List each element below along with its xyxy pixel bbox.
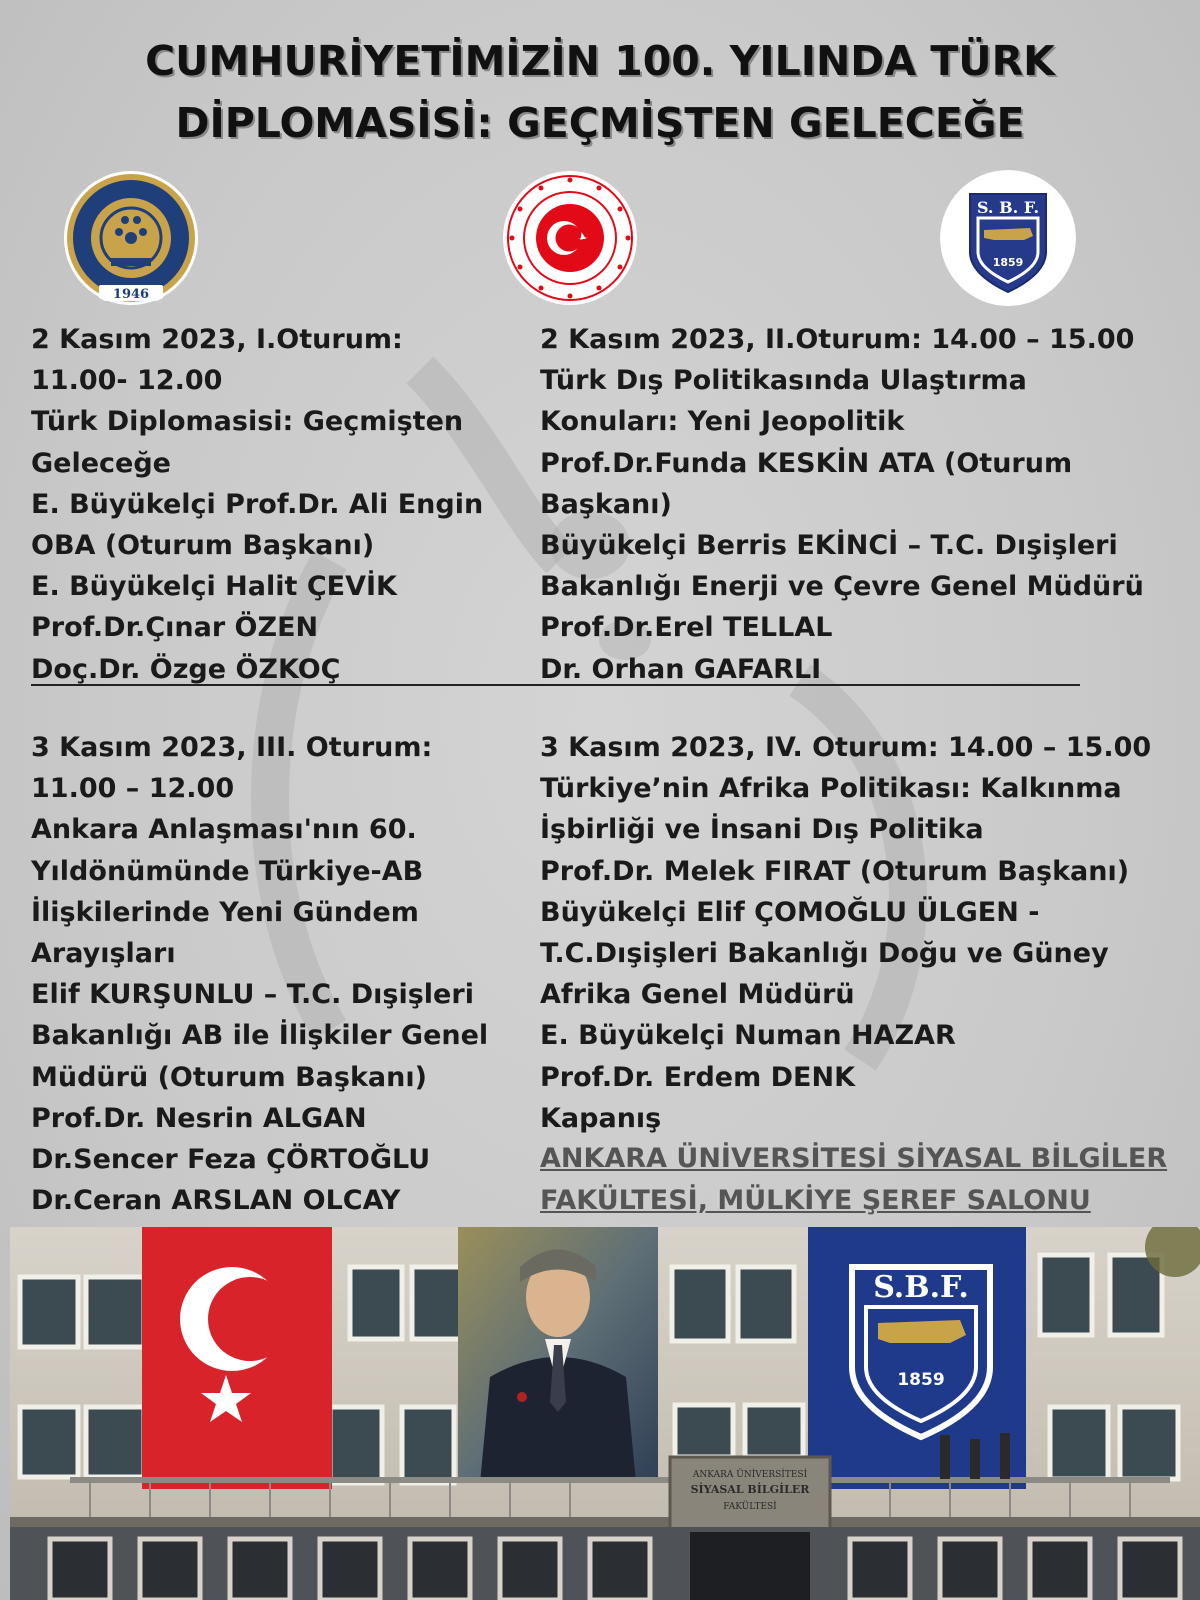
session-2-line: Dr. Orhan GAFARLI [540,653,822,685]
session-3-line: Prof.Dr. Nesrin ALGAN [31,1102,367,1134]
session-4-line: Kapanış [540,1102,662,1134]
session-4-line: T.C.Dışişleri Bakanlığı Doğu ve Güney [540,938,1109,970]
title-line-1: CUMHURİYETİMİZİN 100. YILINDA TÜRK [145,37,1055,85]
sbf-logo [940,170,1076,306]
session-2-line: Prof.Dr.Erel TELLAL [540,612,833,644]
ankara-university-logo [63,170,199,306]
session-3-line: Yıldönümünde Türkiye-AB [31,855,424,887]
session-4-line: E. Büyükelçi Numan HAZAR [540,1020,956,1052]
session-2-line: Türk Dış Politikasında Ulaştırma [540,365,1027,397]
session-1-line: Doç.Dr. Özge ÖZKOÇ [31,653,341,685]
session-3-line: Elif KURŞUNLU – T.C. Dışişleri [31,979,474,1011]
session-4-line: Prof.Dr. Melek FIRAT (Oturum Başkanı) [540,855,1130,887]
session-4-line: 3 Kasım 2023, IV. Oturum: 14.00 – 15.00 [540,732,1152,763]
session-1-line: E. Büyükelçi Halit ÇEVİK [31,571,397,603]
session-3-line: Ankara Anlaşması'nın 60. [31,814,417,846]
session-3-line: Dr.Ceran ARSLAN OLCAY [31,1185,401,1217]
session-2-line: Büyükelçi Berris EKİNCİ – T.C. Dışişleri [540,530,1118,562]
sbf-logo-year: 1859 [992,256,1024,269]
venue-link[interactable] [540,1138,1167,1222]
session-3-line: İlişkilerinde Yeni Gündem [31,896,419,928]
sign-line-2: SİYASAL BİLGİLER [690,1483,810,1496]
section-divider [31,684,1080,686]
sbf-logo-text: S. B. F. [976,198,1040,217]
session-4-line: Prof.Dr. Erdem DENK [540,1061,856,1093]
session-3-line: 3 Kasım 2023, III. Oturum: [31,732,433,763]
session-4-line: Türkiye’nin Afrika Politikası: Kalkınma [540,773,1122,805]
session-1-line: E. Büyükelçi Prof.Dr. Ali Engin [31,488,484,520]
title-line-2: DİPLOMASİSİ: GEÇMİŞTEN GELECEĞE [175,99,1025,147]
session-1-line: Türk Diplomasisi: Geçmişten [31,406,464,438]
session-2-line: Konuları: Yeni Jeopolitik [540,406,905,438]
page-title [0,30,1200,154]
session-1-line: Geleceğe [31,447,171,479]
session-3-line: Müdürü (Oturum Başkanı) [31,1061,427,1093]
session-2-line: Başkanı) [540,488,672,520]
venue-line-2[interactable]: FAKÜLTESİ, MÜLKİYE ŞEREF SALONU [540,1185,1091,1216]
session-1-line: 11.00- 12.00 [31,365,223,397]
session-4-line: İşbirliği ve İnsani Dış Politika [540,814,984,846]
sign-line-3: FAKÜLTESİ [723,1502,777,1512]
session-1-line: Prof.Dr.Çınar ÖZEN [31,612,319,644]
session-1 [31,319,483,690]
session-3 [31,727,488,1221]
foreign-ministry-logo [502,170,638,306]
session-3-line: Dr.Sencer Feza ÇÖRTOĞLU [31,1144,431,1176]
sbf-banner-year: 1859 [897,1370,945,1390]
ankara-logo-year: 1946 [112,287,150,302]
session-4-line: Büyükelçi Elif ÇOMOĞLU ÜLGEN - [540,896,1040,928]
venue-line-1[interactable]: ANKARA ÜNİVERSİTESİ SİYASAL BİLGİLER [540,1143,1168,1174]
session-4-line: Afrika Genel Müdürü [540,979,855,1011]
sbf-banner-text: S.B.F. [873,1270,969,1305]
session-3-line: Bakanlığı AB ile İlişkiler Genel [31,1020,489,1052]
session-1-line: OBA (Oturum Başkanı) [31,530,375,562]
session-2-line: 2 Kasım 2023, II.Oturum: 14.00 – 15.00 [540,324,1135,355]
session-3-line: Arayışları [31,938,176,970]
session-2 [540,319,1144,690]
session-2-line: Prof.Dr.Funda KESKİN ATA (Oturum [540,447,1073,479]
session-3-line: 11.00 – 12.00 [31,773,235,805]
building-photo [10,1227,1200,1600]
sign-line-1: ANKARA ÜNİVERSİTESİ [692,1470,808,1480]
session-1-line: 2 Kasım 2023, I.Oturum: [31,324,403,355]
session-2-line: Bakanlığı Enerji ve Çevre Genel Müdürü [540,571,1144,603]
session-4 [540,727,1151,1139]
